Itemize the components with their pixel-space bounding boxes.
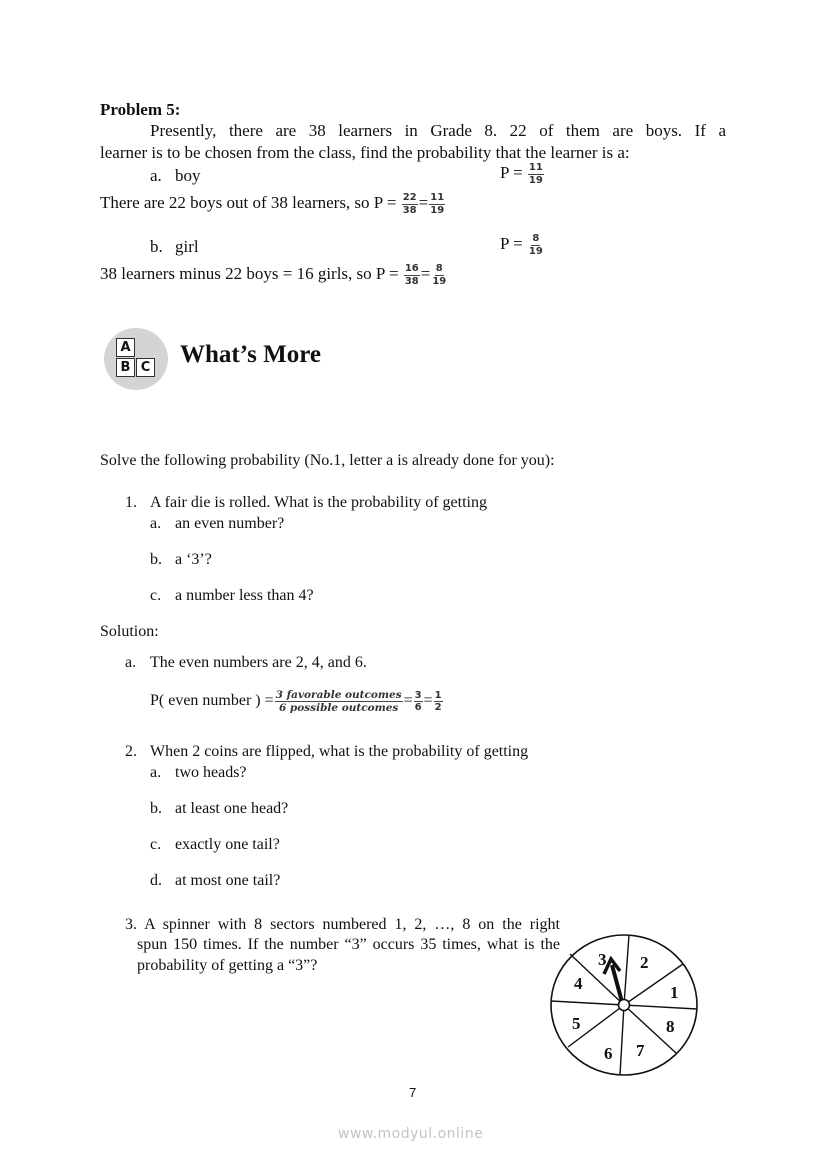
- solution-a-label: a.: [125, 654, 137, 671]
- fraction: $\frac{8}{19}$: [528, 233, 543, 257]
- problem-intro-line2: learner is to be chosen from the class, find the probability that the learner is a:: [100, 143, 630, 162]
- sector-3: 3: [598, 950, 607, 969]
- fraction: $\frac{\text{3 favorable outcomes}}{\text{6 possible outcomes}}$: [275, 689, 402, 715]
- q1-number: 1.: [125, 494, 137, 511]
- fraction: $\frac{16}{38}$: [404, 263, 419, 287]
- fraction: $\frac{11}{19}$: [430, 192, 445, 216]
- item-a-explanation: There are 22 boys out of 38 learners, so P = $\frac{22}{38}$ = $\frac{11}{19}$: [100, 192, 445, 216]
- problem-title: Problem 5:: [100, 100, 181, 119]
- item-b-answer: P = $\frac{8}{19}$: [500, 233, 543, 257]
- item-b-label: b.: [150, 237, 163, 256]
- q1-item-a-text: an even number?: [175, 515, 285, 532]
- solution-formula: P( even number ) = $\frac{\text{3 favorable outcomes}}{\text{6 possible outcomes}}$ = $\frac{3}{6}$ = $\frac{1}{2}$: [150, 689, 442, 715]
- page-number: 7: [409, 1085, 417, 1100]
- q2-item-a-text: two heads?: [175, 764, 247, 781]
- sector-5: 5: [572, 1014, 581, 1033]
- item-b-explanation: 38 learners minus 22 boys = 16 girls, so P = $\frac{16}{38}$ = $\frac{8}{19}$: [100, 263, 447, 287]
- q1-item-b-text: a ‘3’?: [175, 551, 212, 568]
- sector-2: 2: [640, 953, 649, 972]
- instructions: Solve the following probability (No.1, letter a is already done for you):: [100, 452, 555, 469]
- solution-a-text: The even numbers are 2, 4, and 6.: [150, 654, 367, 671]
- item-a-label: a.: [150, 166, 162, 185]
- q3-line3: probability of getting a “3”?: [137, 957, 318, 974]
- solution-label: Solution:: [100, 623, 159, 640]
- q1-item-a-label: a.: [150, 515, 162, 532]
- q2-item-b-label: b.: [150, 800, 162, 817]
- q3-line1: 3. A spinner with 8 sectors numbered 1, 2, …, 8 on the right: [125, 916, 560, 933]
- fraction: $\frac{11}{19}$: [528, 162, 543, 186]
- item-b-text: girl: [175, 237, 199, 256]
- problem-intro-line1: Presently, there are 38 learners in Grade 8. 22 of them are boys. If a: [150, 121, 726, 140]
- sector-1: 1: [670, 983, 679, 1002]
- q2-item-c-label: c.: [150, 836, 162, 853]
- q1-item-c-label: c.: [150, 587, 162, 604]
- sector-6: 6: [604, 1044, 613, 1063]
- sector-7: 7: [636, 1041, 645, 1060]
- q1-item-c-text: a number less than 4?: [175, 587, 314, 604]
- item-a-answer: [500, 162, 545, 186]
- q2-item-c-text: exactly one tail?: [175, 836, 280, 853]
- watermark: www.modyul.online: [338, 1126, 484, 1142]
- q3-line2: spun 150 times. If the number “3” occurs 35 times, what is the: [137, 936, 560, 953]
- answer-prefix: P =: [500, 162, 523, 182]
- fraction: $\frac{3}{6}$: [414, 689, 422, 714]
- q2-item-a-label: a.: [150, 764, 162, 781]
- section-title: What’s More: [180, 341, 321, 368]
- q1-item-b-label: b.: [150, 551, 162, 568]
- spinner-diagram: [548, 932, 700, 1078]
- q2-number: 2.: [125, 743, 137, 760]
- q2-item-b-text: at least one head?: [175, 800, 289, 817]
- fraction: $\frac{8}{19}$: [432, 263, 447, 287]
- fraction: $\frac{22}{38}$: [402, 192, 417, 216]
- sector-8: 8: [666, 1017, 675, 1036]
- fraction: $\frac{1}{2}$: [434, 689, 442, 714]
- item-a-text: boy: [175, 166, 201, 185]
- q1-text: A fair die is rolled. What is the probability of getting: [150, 494, 487, 511]
- sector-4: 4: [574, 974, 583, 993]
- abc-blocks-icon: A B C: [104, 328, 168, 390]
- q2-text: When 2 coins are flipped, what is the probability of getting: [150, 743, 529, 760]
- q2-item-d-label: d.: [150, 872, 162, 889]
- q2-item-d-text: at most one tail?: [175, 872, 281, 889]
